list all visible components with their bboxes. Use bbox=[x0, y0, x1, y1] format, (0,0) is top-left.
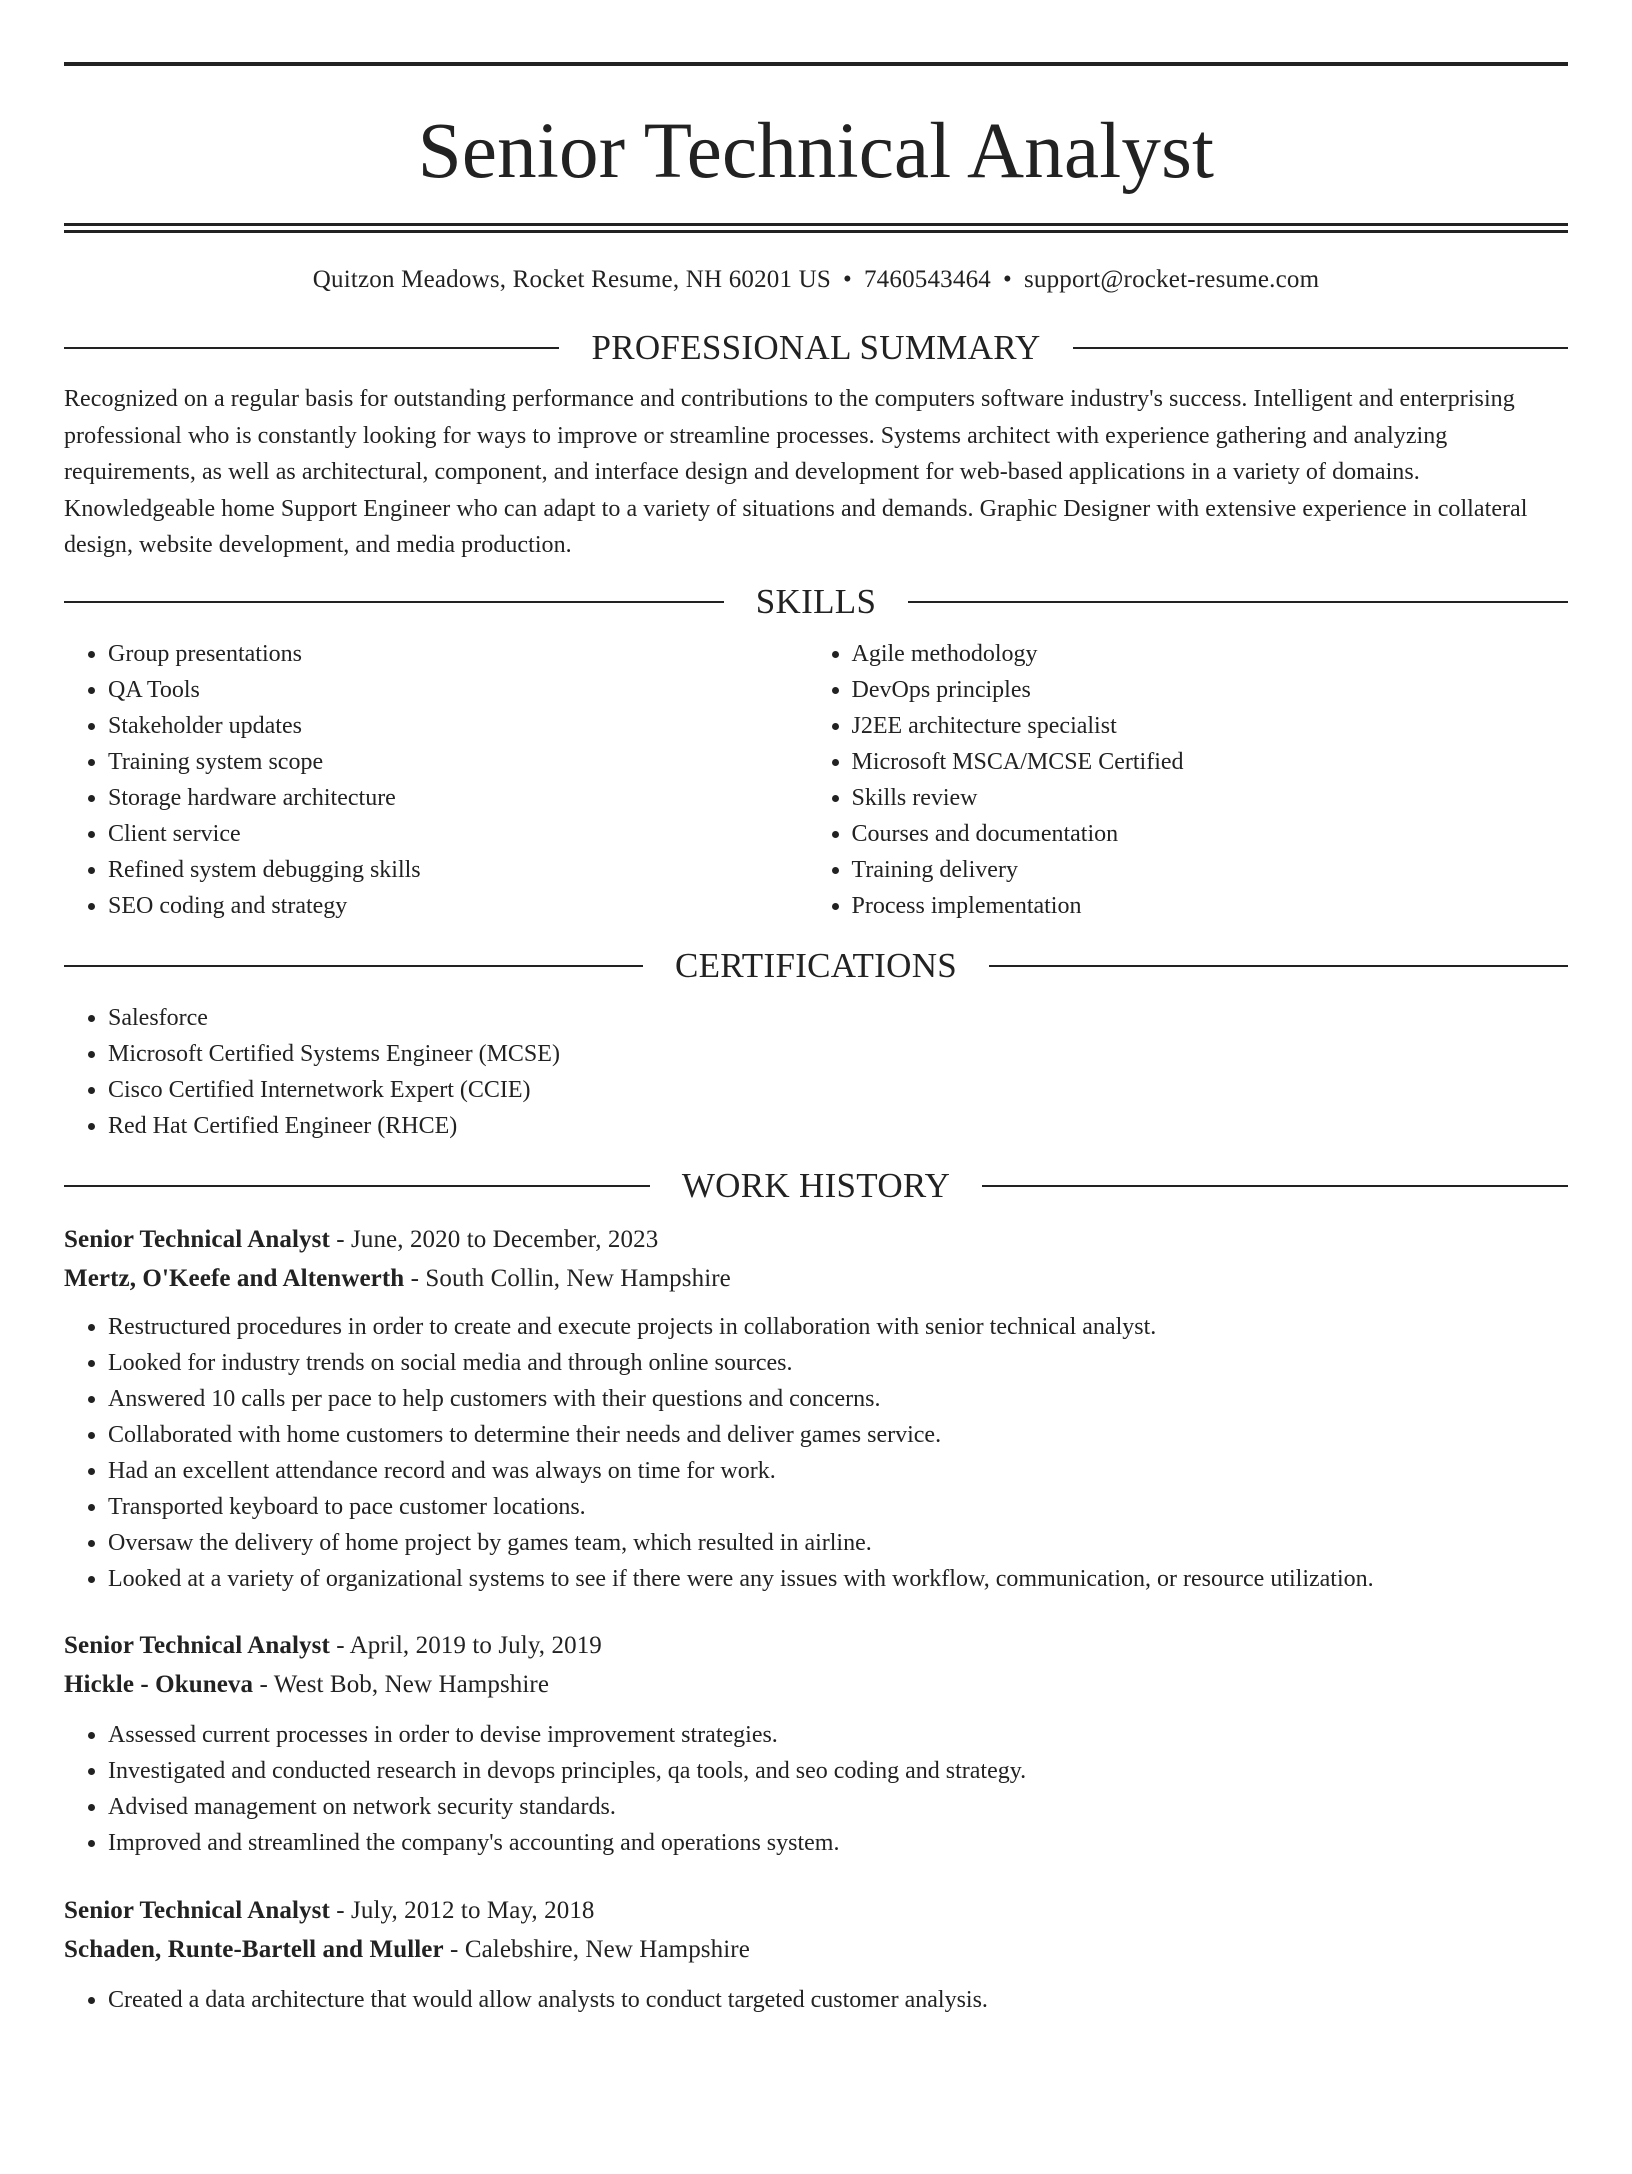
certifications-section-header bbox=[64, 944, 1568, 988]
top-rule bbox=[64, 62, 1568, 66]
list-item: • Advised management on network security standards. bbox=[108, 1789, 1568, 1825]
list-item: • Collaborated with home customers to determine their needs and deliver games service. bbox=[108, 1417, 1568, 1453]
contact-phone: 7460543464 bbox=[863, 266, 991, 293]
summary-heading: PROFESSIONAL SUMMARY bbox=[591, 328, 1041, 367]
list-item: • Assessed current processes in order to devise improvement strategies. bbox=[108, 1717, 1568, 1753]
list-item: • Transported keyboard to pace customer locations. bbox=[108, 1489, 1568, 1525]
job-location: - Calebshire, New Hampshire bbox=[443, 1935, 750, 1963]
list-item: • Improved and streamlined the company's accounting and operations system. bbox=[108, 1825, 1568, 1861]
job-dates: - April, 2019 to July, 2019 bbox=[329, 1631, 602, 1659]
list-item: • QA Tools bbox=[108, 672, 808, 708]
list-item: • Training system scope bbox=[108, 744, 808, 780]
job-location: - West Bob, New Hampshire bbox=[253, 1670, 550, 1698]
list-item: • Investigated and conducted research in devops principles, qa tools, and seo coding and strategy. bbox=[108, 1753, 1568, 1789]
job-title: Senior Technical Analyst bbox=[64, 1225, 330, 1253]
section-rule-right bbox=[1073, 347, 1568, 349]
resume-page bbox=[0, 62, 1632, 2174]
list-item: • DevOps principles bbox=[852, 672, 1568, 708]
job-title: Senior Technical Analyst bbox=[64, 1896, 330, 1924]
contact-address: Quitzon Meadows, Rocket Resume, NH 60201 US bbox=[312, 266, 832, 293]
list-item: • Cisco Certified Internetwork Expert (CCIE) bbox=[108, 1072, 1568, 1108]
section-rule-left bbox=[64, 347, 559, 349]
list-item: • Microsoft Certified Systems Engineer (MCSE) bbox=[108, 1036, 1568, 1072]
summary-section-header bbox=[64, 326, 1568, 370]
job-title-line bbox=[64, 1220, 1568, 1259]
contact-separator: • bbox=[1002, 266, 1012, 293]
resume-title: Senior Technical Analyst bbox=[417, 108, 1215, 195]
work-history-heading: WORK HISTORY bbox=[681, 1165, 951, 1205]
summary-text: Recognized on a regular basis for outstanding performance and contributions to the computers software industry's success. Intelligent and enterprising professional who is constantly looking for ways to improve or streamline processes. Systems architect with experience gathering and analyzing requirements, as well as architectural, component, and interface design and development for web-based applications in a variety of domains. Knowledgeable home Support Engineer who can adapt to a variety of situations and demands. Graphic Designer with extensive experience in collateral design, website development, and media production. bbox=[64, 386, 1528, 558]
certifications-heading: CERTIFICATIONS bbox=[674, 945, 958, 985]
section-rule-right bbox=[989, 965, 1568, 967]
contact-line bbox=[64, 263, 1568, 297]
section-rule-left bbox=[64, 601, 724, 603]
list-item: • Courses and documentation bbox=[852, 816, 1568, 852]
list-item: • Skills review bbox=[852, 780, 1568, 816]
job-entry bbox=[64, 1220, 1568, 1597]
job-company-line bbox=[64, 1259, 1568, 1298]
job-title: Senior Technical Analyst bbox=[64, 1631, 330, 1659]
list-item: • SEO coding and strategy bbox=[108, 888, 808, 924]
title-double-rule bbox=[64, 223, 1568, 233]
list-item: • Looked at a variety of organizational systems to see if there were any issues with workflow, communication, or resource utilization. bbox=[108, 1561, 1568, 1597]
skills-list-right bbox=[808, 636, 1568, 924]
list-item: • Red Hat Certified Engineer (RHCE) bbox=[108, 1108, 1568, 1144]
job-dates: - June, 2020 to December, 2023 bbox=[329, 1225, 659, 1253]
list-item: • Storage hardware architecture bbox=[108, 780, 808, 816]
list-item: • Microsoft MSCA/MCSE Certified bbox=[852, 744, 1568, 780]
job-title-line bbox=[64, 1626, 1568, 1665]
contact-separator: • bbox=[843, 266, 852, 293]
list-item: • Answered 10 calls per pace to help customers with their questions and concerns. bbox=[108, 1381, 1568, 1417]
list-item: • Refined system debugging skills bbox=[108, 852, 808, 888]
contact-email: support@rocket-resume.com bbox=[1023, 266, 1320, 293]
list-item: • Had an excellent attendance record and was always on time for work. bbox=[108, 1453, 1568, 1489]
list-item: • Restructured procedures in order to create and execute projects in collaboration with senior technical analyst. bbox=[108, 1309, 1568, 1345]
job-entry bbox=[64, 1626, 1568, 1861]
certifications-list bbox=[64, 1000, 1568, 1144]
section-rule-right bbox=[982, 1185, 1568, 1187]
section-rule-left bbox=[64, 1185, 650, 1187]
skills-list-left bbox=[64, 636, 808, 924]
list-item: • Process implementation bbox=[852, 888, 1568, 924]
skills-heading: SKILLS bbox=[755, 581, 877, 621]
section-rule-left bbox=[64, 965, 643, 967]
work-history-section-header bbox=[64, 1164, 1568, 1208]
list-item: • Oversaw the delivery of home project by games team, which resulted in airline. bbox=[108, 1525, 1568, 1561]
job-bullets bbox=[64, 1309, 1568, 1597]
job-company: Schaden, Runte-Bartell and Muller bbox=[64, 1935, 444, 1963]
job-entry bbox=[64, 1891, 1568, 2018]
job-location: - South Collin, New Hampshire bbox=[404, 1264, 731, 1292]
list-item: • Client service bbox=[108, 816, 808, 852]
skills-section-header bbox=[64, 580, 1568, 624]
list-item: • Training delivery bbox=[852, 852, 1568, 888]
list-item: • Agile methodology bbox=[852, 636, 1568, 672]
section-rule-right bbox=[908, 601, 1568, 603]
job-company-line bbox=[64, 1665, 1568, 1704]
job-bullets bbox=[64, 1717, 1568, 1861]
job-company-line bbox=[64, 1930, 1568, 1969]
list-item: • J2EE architecture specialist bbox=[852, 708, 1568, 744]
job-title-line bbox=[64, 1891, 1568, 1930]
job-bullets bbox=[64, 1982, 1568, 2018]
list-item: • Group presentations bbox=[108, 636, 808, 672]
skills-columns bbox=[64, 636, 1568, 924]
list-item: • Looked for industry trends on social media and through online sources. bbox=[108, 1345, 1568, 1381]
job-dates: - July, 2012 to May, 2018 bbox=[329, 1896, 595, 1924]
job-company: Mertz, O'Keefe and Altenwerth bbox=[64, 1264, 405, 1292]
list-item: • Stakeholder updates bbox=[108, 708, 808, 744]
job-company: Hickle - Okuneva bbox=[64, 1670, 254, 1698]
list-item: • Salesforce bbox=[108, 1000, 1568, 1036]
list-item: • Created a data architecture that would allow analysts to conduct targeted customer analysis. bbox=[108, 1982, 1568, 2018]
